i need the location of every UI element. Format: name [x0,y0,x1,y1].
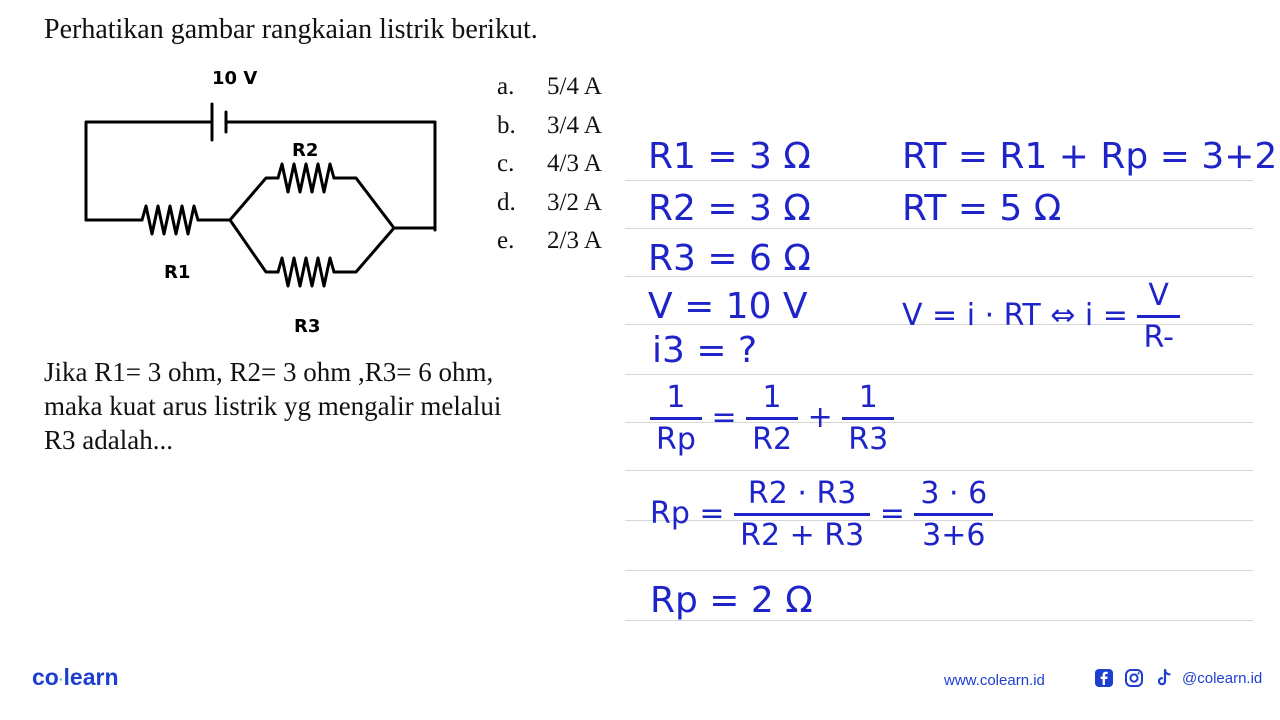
r2-resistor [278,164,334,192]
ruled-line [625,470,1253,471]
fraction-v-over-r [1137,278,1179,355]
r1-label: R1 [164,262,191,283]
r1-resistor [142,206,198,234]
logo-dot: · [58,670,64,687]
tiktok-icon[interactable] [1154,668,1174,688]
ruled-line [625,570,1253,571]
parallel-resistance-formula [650,476,993,553]
numerator: 1 [666,380,686,415]
ohms-law-formula [902,278,1180,355]
r3-label: R3 [294,316,321,337]
numerator: R2 · R3 [747,476,857,511]
social-handle[interactable]: @colearn.id [1182,669,1263,687]
voltage-label: 10 V [212,68,258,89]
top-left-wire [86,122,210,220]
instagram-icon[interactable] [1124,668,1144,688]
facebook-icon[interactable] [1094,668,1114,688]
denominator: Rp [656,422,696,457]
logo-learn: learn [63,664,119,690]
option-letter: c. [497,150,515,177]
option-text: 3/4 A [547,111,602,139]
option-letter: e. [497,227,515,254]
ruled-line [625,374,1253,375]
asked-i3: i3 = ? [652,330,758,371]
denominator: R2 [752,422,793,457]
r2-right-wire [334,178,394,228]
numerator: 1 [762,380,782,415]
answer-options [497,68,602,261]
given-v: V = 10 V [648,286,808,327]
equals-sign: = [879,496,905,531]
fraction-bar [1137,315,1179,318]
fraction-numeric [914,476,993,553]
r3-resistor [278,258,334,286]
denominator: 3+6 [922,518,986,553]
total-resistance-formula: RT = R1 + Rp = 3+2 [902,136,1278,177]
fraction-bar [842,417,894,420]
given-r1: R1 = 3 Ω [648,136,811,177]
numerator: V [1148,278,1169,313]
option-letter: b. [497,111,516,139]
option-c[interactable] [497,145,602,184]
question-body [44,355,634,457]
ohms-law-lhs: V = i · RT ⇔ i = [902,298,1128,333]
question-line: Jika R1= 3 ohm, R2= 3 ohm ,R3= 6 ohm, [44,357,494,387]
fraction-bar [914,513,993,516]
option-letter: a. [497,73,515,100]
equals-sign: = [711,400,737,435]
question-line: maka kuat arus listrik yg mengalir melalui [44,391,502,421]
social-links [1094,668,1262,688]
option-e[interactable] [497,222,602,261]
website-link[interactable]: www.colearn.id [944,672,1045,689]
numerator: 3 · 6 [920,476,988,511]
option-a[interactable] [497,68,602,107]
colearn-logo[interactable] [32,664,119,691]
fraction-product-over-sum [734,476,870,553]
fraction-one-over-r2 [746,380,798,457]
r2-label: R2 [292,140,319,161]
logo-co: co [32,664,59,690]
denominator: R3 [848,422,889,457]
question-line: R3 adalah... [44,425,173,455]
option-text: 2/3 A [547,227,602,254]
denominator: R2 + R3 [740,518,865,553]
parallel-resistance-result: Rp = 2 Ω [650,580,813,621]
denominator: R- [1143,320,1174,355]
option-d[interactable] [497,184,602,223]
fraction-one-over-r3 [842,380,894,457]
ruled-line [625,180,1253,181]
option-text: 3/2 A [547,188,602,216]
numerator: 1 [858,380,878,415]
option-b[interactable] [497,107,602,146]
r2-left-wire [230,178,278,220]
r3-left-wire [230,220,278,272]
plus-sign: + [807,400,833,435]
fraction-bar [650,417,702,420]
option-text: 4/3 A [547,150,602,177]
rp-lhs: Rp = [650,496,725,531]
total-resistance-result: RT = 5 Ω [902,188,1062,229]
fraction-bar [746,417,798,420]
given-r2: R2 = 3 Ω [648,188,811,229]
given-r3: R3 = 6 Ω [648,238,811,279]
question-title: Perhatikan gambar rangkaian listrik berikut. [44,14,538,45]
top-right-wire [226,122,435,230]
option-text: 5/4 A [547,73,602,100]
parallel-reciprocal-equation [650,380,894,457]
fraction-bar [734,513,870,516]
fraction-one-over-rp [650,380,702,457]
option-letter: d. [497,188,516,216]
r3-right-wire [334,228,394,272]
circuit-diagram [80,60,450,340]
